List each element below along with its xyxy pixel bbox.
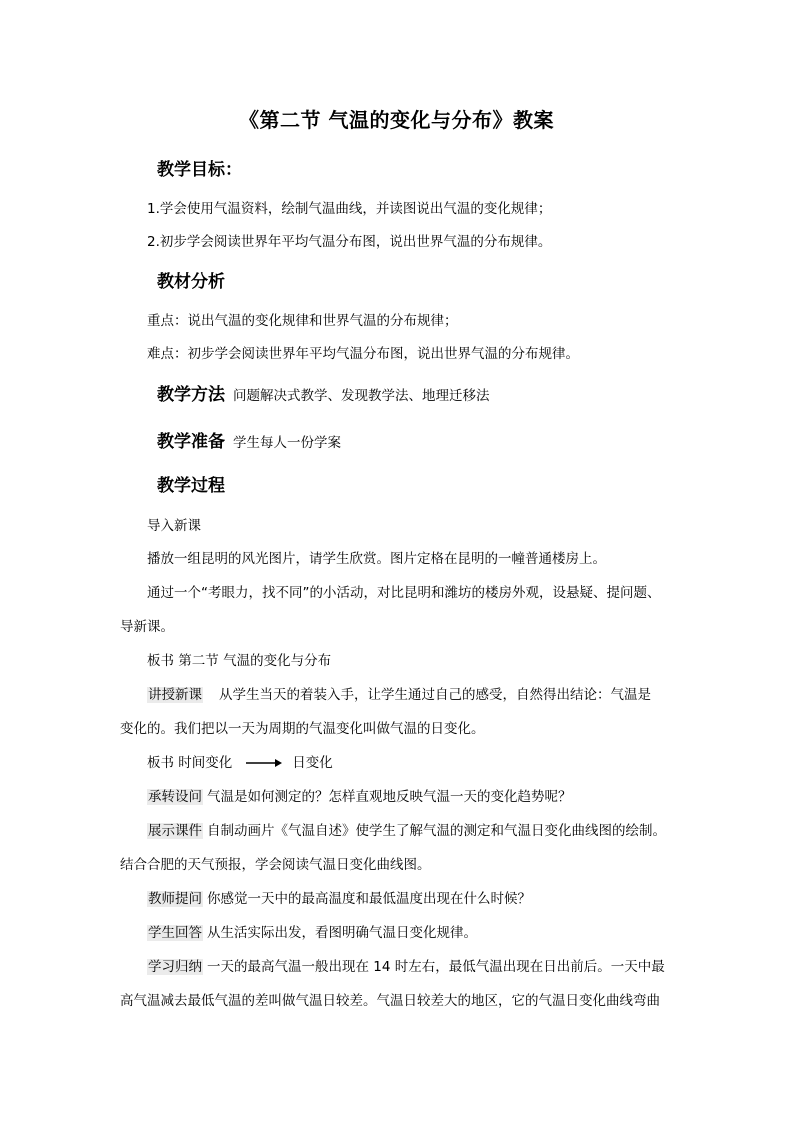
heading-method (157, 380, 490, 405)
ask-text: 你感觉一天中的最高温度和最低温度出现在什么时候？ (207, 891, 531, 907)
ask-label: 教师提问 (148, 891, 202, 907)
summary-label: 学习归纳 (148, 959, 202, 975)
answer-text: 从生活实际出发，看图明确气温日变化规律。 (207, 925, 477, 941)
paragraph-2-line-1: 通过一个“考眼力，找不同”的小活动，对比昆明和潍坊的楼房外观，设悬疑、提问题、 (147, 585, 661, 601)
right-arrow-icon (246, 758, 282, 768)
question-label: 承转设问 (148, 789, 202, 805)
heading-preparation-label: 教学准备 (157, 432, 225, 452)
show-label: 展示课件 (148, 823, 202, 839)
intro-label: 导入新课 (147, 518, 201, 534)
heading-objectives: 教学目标： (157, 160, 242, 180)
heading-process: 教学过程 (157, 476, 225, 496)
answer-line (147, 921, 477, 941)
show-line-2: 结合合肥的天气预报，学会阅读气温日变化曲线图。 (120, 857, 431, 873)
teach-text-1: 从学生当天的着装入手，让学生通过自己的感受，自然得出结论：气温是 (219, 687, 651, 703)
board-note-2-left: 板书 时间变化 (147, 755, 233, 771)
heading-method-label: 教学方法 (157, 385, 225, 405)
show-line-1 (147, 819, 666, 839)
ask-line (147, 887, 531, 907)
teach-line-1 (147, 683, 651, 703)
board-note-2-right: 日变化 (292, 755, 333, 771)
paragraph-2-line-2: 导新课。 (120, 619, 174, 635)
key-point: 重点：说出气温的变化规律和世界气温的分布规律； (147, 313, 458, 329)
question-line (147, 785, 572, 805)
board-note-2 (147, 751, 333, 771)
objective-1: 1.学会使用气温资料，绘制气温曲线，并读图说出气温的变化规律； (147, 201, 552, 217)
preparation-text: 学生每人一份学案 (233, 435, 341, 451)
board-note-1: 板书 第二节 气温的变化与分布 (147, 653, 332, 669)
document-title: 《第二节 气温的变化与分布》教案 (239, 108, 554, 132)
question-text: 气温是如何测定的？怎样直观地反映气温一天的变化趋势呢？ (207, 789, 572, 805)
summary-text-1: 一天的最高气温一般出现在 14 时左右，最低气温出现在日出前后。一天中最 (207, 959, 665, 975)
method-text: 问题解决式教学、发现教学法、地理迁移法 (233, 388, 490, 404)
teach-label: 讲授新课 (148, 687, 202, 703)
objective-2: 2.初步学会阅读世界年平均气温分布图，说出世界气温的分布规律。 (147, 234, 552, 250)
answer-label: 学生回答 (148, 925, 202, 941)
show-text-1: 自制动画片《气温自述》使学生了解气温的测定和气温日变化曲线图的绘制。 (207, 823, 666, 839)
heading-analysis: 教材分析 (157, 272, 225, 292)
difficulty-point: 难点：初步学会阅读世界年平均气温分布图，说出世界气温的分布规律。 (147, 346, 579, 362)
summary-line-2: 高气温减去最低气温的差叫做气温日较差。气温日较差大的地区，它的气温日变化曲线弯曲 (120, 993, 660, 1009)
paragraph-1: 播放一组昆明的风光图片，请学生欣赏。图片定格在昆明的一幢普通楼房上。 (147, 551, 606, 567)
teach-line-2: 变化的。我们把以一天为周期的气温变化叫做气温的日变化。 (120, 721, 485, 737)
heading-preparation (157, 427, 341, 452)
summary-line-1 (147, 955, 665, 975)
